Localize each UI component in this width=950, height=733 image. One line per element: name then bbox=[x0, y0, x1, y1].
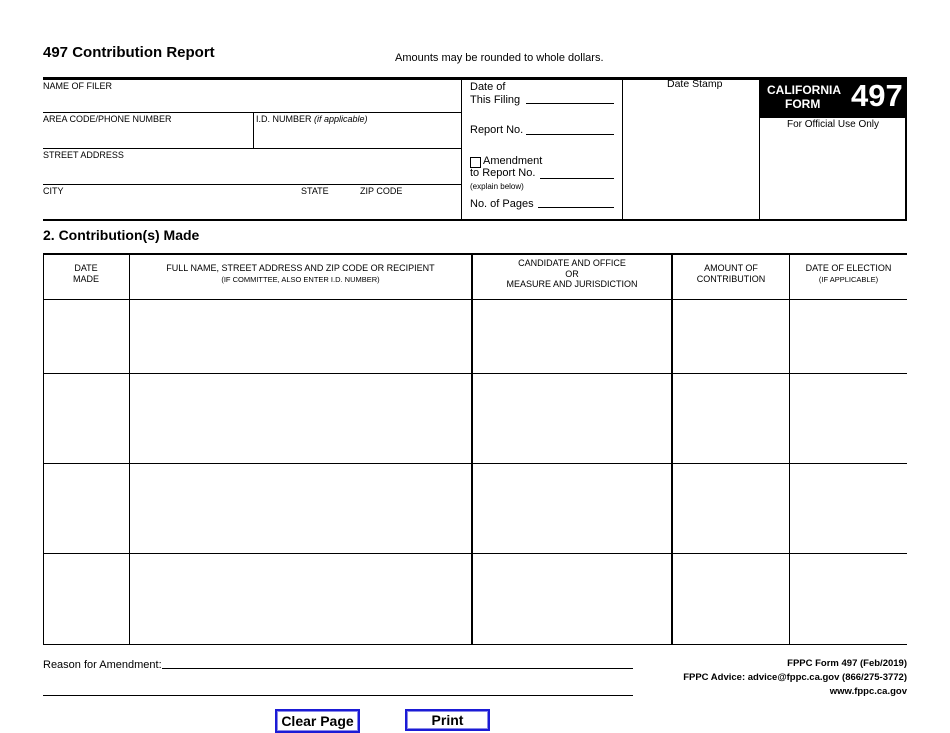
badge-california: CALIFORNIA bbox=[767, 83, 841, 97]
filer-row-divider-2 bbox=[43, 148, 461, 149]
table-col-line-2 bbox=[471, 253, 473, 645]
row3-amount[interactable] bbox=[677, 467, 785, 549]
bottom-rule bbox=[43, 219, 907, 221]
reason-for-amendment-input-2[interactable] bbox=[43, 682, 632, 695]
city-input[interactable] bbox=[45, 199, 285, 215]
col-header-date-made: DATE MADE bbox=[72, 263, 99, 284]
table-row-rule-2 bbox=[43, 463, 907, 464]
date-of-filing-line bbox=[526, 103, 614, 104]
date-of-filing-label-1: Date of bbox=[470, 81, 506, 93]
filer-row-divider-3 bbox=[43, 184, 461, 185]
table-row-rule-1 bbox=[43, 373, 907, 374]
state-input[interactable] bbox=[295, 199, 345, 215]
zip-code-input[interactable] bbox=[355, 199, 455, 215]
no-of-pages-label: No. of Pages bbox=[470, 198, 534, 210]
print-button[interactable]: Print bbox=[405, 709, 490, 731]
reason-line-1 bbox=[162, 668, 633, 669]
id-number-input[interactable] bbox=[257, 126, 457, 142]
amend-report-input[interactable] bbox=[540, 165, 613, 178]
id-number-label: I.D. NUMBER (if applicable) bbox=[256, 114, 368, 124]
col-header-candidate: CANDIDATE AND OFFICE OR MEASURE AND JURISDICTION bbox=[506, 258, 638, 289]
row1-recipient[interactable] bbox=[133, 303, 467, 369]
report-no-input[interactable] bbox=[526, 121, 613, 134]
row2-date-made[interactable] bbox=[47, 377, 125, 459]
row2-election-date[interactable] bbox=[793, 377, 903, 459]
row4-date-made[interactable] bbox=[47, 557, 125, 640]
table-bottom-rule bbox=[43, 644, 907, 645]
form-version: FPPC Form 497 (Feb/2019) bbox=[787, 658, 907, 669]
page-title: 497 Contribution Report bbox=[43, 44, 215, 61]
report-no-label: Report No. bbox=[470, 124, 524, 136]
phone-input[interactable] bbox=[45, 126, 245, 142]
table-col-line-3 bbox=[671, 253, 673, 645]
table-row-rule-3 bbox=[43, 553, 907, 554]
row3-candidate[interactable] bbox=[477, 467, 667, 549]
col-header-recipient: FULL NAME, STREET ADDRESS AND ZIP CODE OR RECIPIENT (IF COMMITTEE, ALSO ENTER I.D. NUMBER) bbox=[166, 263, 435, 284]
row2-candidate[interactable] bbox=[477, 377, 667, 459]
table-col-line-4 bbox=[789, 253, 790, 645]
row1-amount[interactable] bbox=[677, 303, 785, 369]
row3-election-date[interactable] bbox=[793, 467, 903, 549]
form-badge bbox=[760, 79, 906, 118]
zip-code-label: ZIP CODE bbox=[360, 186, 403, 196]
explain-below-label: (explain below) bbox=[470, 182, 524, 191]
row1-date-made[interactable] bbox=[47, 303, 125, 369]
row3-recipient[interactable] bbox=[133, 467, 467, 549]
badge-number: 497 bbox=[851, 78, 903, 113]
row2-amount[interactable] bbox=[677, 377, 785, 459]
amendment-label: Amendment bbox=[483, 155, 543, 167]
row4-amount[interactable] bbox=[677, 557, 785, 640]
clear-page-button[interactable]: Clear Page bbox=[275, 709, 360, 733]
official-use-label: For Official Use Only bbox=[786, 119, 880, 130]
fppc-website: www.fppc.ca.gov bbox=[829, 686, 907, 697]
row4-recipient[interactable] bbox=[133, 557, 467, 640]
name-of-filer-input[interactable] bbox=[45, 93, 455, 109]
divider-filing bbox=[622, 79, 623, 220]
fppc-footer-info bbox=[683, 657, 907, 699]
phone-label: AREA CODE/PHONE NUMBER bbox=[43, 114, 172, 124]
street-address-label: STREET ADDRESS bbox=[43, 150, 124, 160]
phone-id-divider bbox=[253, 112, 254, 148]
row1-candidate[interactable] bbox=[477, 303, 667, 369]
fppc-advice: FPPC Advice: advice@fppc.ca.gov (866/275-3772) bbox=[683, 672, 907, 683]
table-col-line-1 bbox=[129, 253, 130, 645]
divider-filer bbox=[461, 79, 462, 220]
col-header-election-date: DATE OF ELECTION (IF APPLICABLE) bbox=[805, 263, 892, 284]
table-top-rule bbox=[43, 253, 907, 255]
reason-line-2 bbox=[43, 695, 633, 696]
city-label: CITY bbox=[43, 186, 64, 196]
row4-candidate[interactable] bbox=[477, 557, 667, 640]
contributions-table bbox=[43, 253, 907, 646]
rounding-note: Amounts may be rounded to whole dollars. bbox=[395, 52, 604, 64]
amend-report-line bbox=[540, 178, 614, 179]
reason-for-amendment-label: Reason for Amendment: bbox=[43, 659, 162, 671]
amend-report-label: to Report No. bbox=[470, 167, 536, 179]
section-2-title: 2. Contribution(s) Made bbox=[43, 227, 200, 243]
table-col-line-0 bbox=[43, 253, 44, 645]
state-label: STATE bbox=[301, 186, 329, 196]
date-of-filing-label-2: This Filing bbox=[470, 94, 521, 106]
row2-recipient[interactable] bbox=[133, 377, 467, 459]
date-stamp-label: Date Stamp bbox=[667, 78, 723, 90]
name-of-filer-label: NAME OF FILER bbox=[43, 81, 113, 91]
street-address-input[interactable] bbox=[45, 162, 455, 178]
table-header-rule bbox=[43, 299, 907, 300]
row3-date-made[interactable] bbox=[47, 467, 125, 549]
row4-election-date[interactable] bbox=[793, 557, 903, 640]
report-no-line bbox=[526, 134, 614, 135]
filer-row-divider-1 bbox=[43, 112, 461, 113]
no-of-pages-line bbox=[538, 207, 614, 208]
badge-form: FORM bbox=[785, 97, 821, 111]
row1-election-date[interactable] bbox=[793, 303, 903, 369]
col-header-amount: AMOUNT OF CONTRIBUTION bbox=[696, 263, 766, 284]
